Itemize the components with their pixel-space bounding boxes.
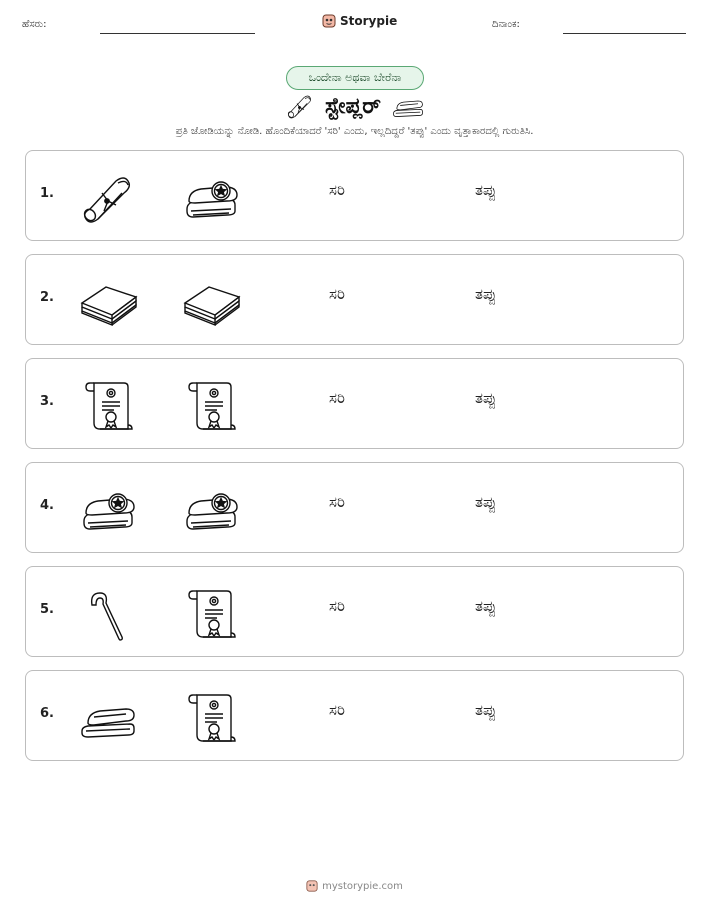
right-picture	[181, 171, 241, 225]
storypie-logo-icon	[322, 14, 336, 28]
option-no[interactable]: ತಪ್ಪು	[475, 285, 497, 303]
left-picture	[78, 691, 138, 745]
worksheet-type-badge: ಒಂದೇನಾ ಅಥವಾ ಬೇರೆನಾ	[286, 66, 424, 90]
right-picture	[181, 483, 241, 537]
worksheet-header	[0, 14, 709, 38]
option-no[interactable]: ತಪ್ಪು	[475, 701, 497, 719]
brand-name: Storypie	[340, 14, 398, 28]
right-picture	[181, 379, 241, 433]
question-card	[25, 566, 684, 657]
date-label: ದಿನಾಂಕ:	[492, 19, 520, 30]
certificate-icon	[181, 587, 241, 641]
stapler-icon	[181, 171, 241, 225]
left-picture	[78, 275, 138, 329]
paper-stack-icon	[78, 275, 138, 329]
page-title: ಸ್ಟೇಪ್ಲರ್	[325, 93, 381, 119]
right-picture	[181, 691, 241, 745]
option-yes[interactable]: ಸರಿ	[329, 597, 345, 615]
title-row	[270, 90, 440, 122]
stapler-icon	[181, 483, 241, 537]
scroll-icon	[78, 171, 138, 225]
date-line[interactable]	[563, 33, 686, 34]
option-yes[interactable]: ಸರಿ	[329, 701, 345, 719]
option-yes[interactable]: ಸರಿ	[329, 389, 345, 407]
option-no[interactable]: ತಪ್ಪು	[475, 493, 497, 511]
certificate-icon	[181, 691, 241, 745]
question-card	[25, 462, 684, 553]
plain-stapler-icon	[78, 691, 138, 745]
footer-url[interactable]: mystorypie.com	[322, 880, 403, 892]
option-no[interactable]: ತಪ್ಪು	[475, 181, 497, 199]
certificate-icon	[78, 379, 138, 433]
right-picture	[181, 275, 241, 329]
certificate-icon	[181, 379, 241, 433]
question-number: 3.	[40, 394, 54, 409]
question-card	[25, 670, 684, 761]
option-yes[interactable]: ಸರಿ	[329, 285, 345, 303]
storypie-logo-icon	[306, 880, 318, 892]
left-picture	[78, 379, 138, 433]
question-card	[25, 150, 684, 241]
question-number: 2.	[40, 290, 54, 305]
question-card	[25, 254, 684, 345]
option-no[interactable]: ತಪ್ಪು	[475, 597, 497, 615]
footer	[0, 880, 709, 892]
option-no[interactable]: ತಪ್ಪು	[475, 389, 497, 407]
scroll-icon	[285, 91, 315, 121]
left-picture	[78, 587, 138, 641]
question-card	[25, 358, 684, 449]
name-label: ಹೆಸರು:	[22, 19, 47, 30]
name-line[interactable]	[100, 33, 255, 34]
question-number: 4.	[40, 498, 54, 513]
left-picture	[78, 483, 138, 537]
option-yes[interactable]: ಸರಿ	[329, 181, 345, 199]
right-picture	[181, 587, 241, 641]
stapler-icon	[78, 483, 138, 537]
cane-icon	[78, 587, 138, 641]
question-number: 1.	[40, 186, 54, 201]
question-number: 6.	[40, 706, 54, 721]
brand	[322, 14, 397, 28]
option-yes[interactable]: ಸರಿ	[329, 493, 345, 511]
question-number: 5.	[40, 602, 54, 617]
paper-stack-icon	[181, 275, 241, 329]
plain-stapler-icon	[391, 91, 425, 121]
instruction: ಪ್ರತಿ ಜೋಡಿಯನ್ನು ನೋಡಿ. ಹೊಂದಿಕೆಯಾದರೆ 'ಸರಿ' ಎಂದು, ಇಲ್ಲದಿದ್ದರೆ 'ತಪ್ಪು' ಎಂದು ವೃತ್ತಾಕಾರದಲ್ಲಿ ಗುರುತಿಸಿ.	[175, 126, 534, 137]
left-picture	[78, 171, 138, 225]
